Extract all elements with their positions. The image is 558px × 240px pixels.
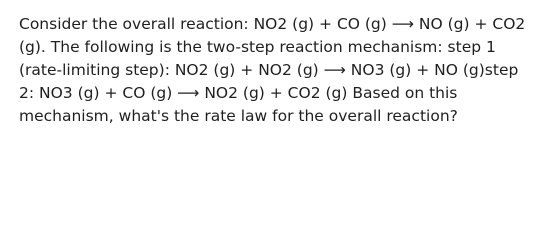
question-line-1: Consider the overall reaction: NO2 (g) + CO (g) ⟶ NO (g) + CO2: [19, 15, 526, 33]
question-line-3: (rate-limiting step): NO2 (g) + NO2 (g) ⟶ NO3 (g) + NO (g)step: [19, 61, 519, 79]
question-text: [19, 13, 547, 128]
question-line-5: mechanism, what's the rate law for the overall reaction?: [19, 107, 458, 125]
question-line-4: 2: NO3 (g) + CO (g) ⟶ NO2 (g) + CO2 (g) Based on this: [19, 84, 458, 102]
question-line-2: (g). The following is the two-step reaction mechanism: step 1: [19, 38, 496, 56]
